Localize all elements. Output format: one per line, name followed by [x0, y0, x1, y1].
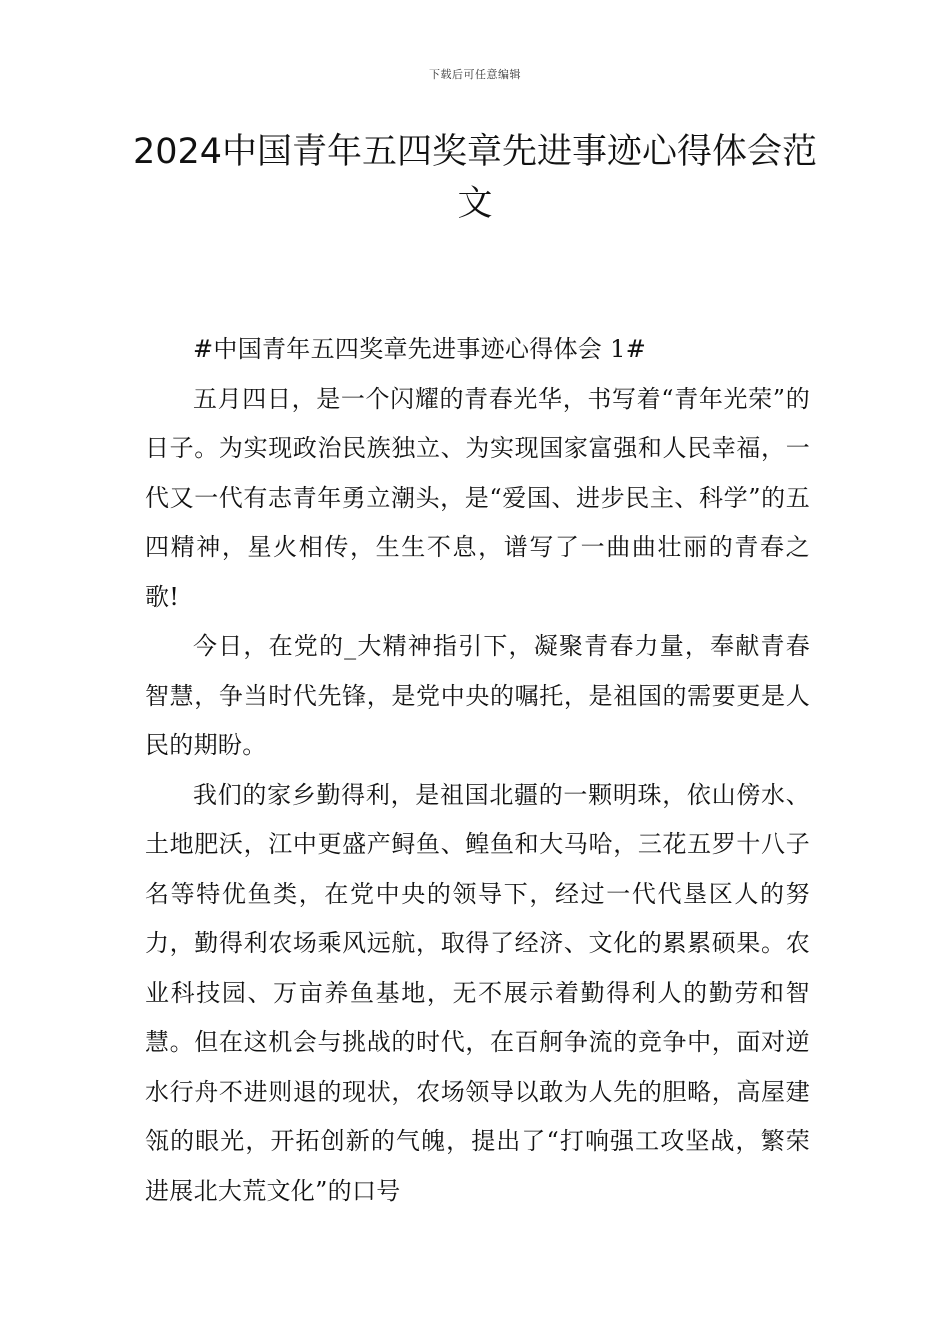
paragraph-3: 我们的家乡勤得利，是祖国北疆的一颗明珠，依山傍水、土地肥沃，江中更盛产鲟鱼、鳇鱼和大马哈，三花五罗十八子名等特优鱼类，在党中央的领导下，经过一代代垦区人的努力，勤得利农场乘风远航，取得了经济、文化的累累硕果。农业科技园、万亩养鱼基地，无不展示着勤得利人的勤劳和智慧。但在这机会与挑战的时代，在百舸争流的竞争中，面对逆水行舟不进则退的现状，农场领导以敢为人先的胆略，高屋建瓴的眼光，开拓创新的气魄，提出了“打响强工攻坚战，繁荣进展北大荒文化”的口号	[145, 780, 810, 1205]
document-body	[145, 325, 810, 1216]
paragraph-1: 五月四日，是一个闪耀的青春光华，书写着“青年光荣”的日子。为实现政治民族独立、为实现国家富强和人民幸福，一代又一代有志青年勇立潮头，是“爱国、进步民主、科学”的五四精神，星火相传，生生不息，谱写了一曲曲壮丽的青春之歌!	[145, 384, 810, 611]
paragraph-2: 今日，在党的_大精神指引下，凝聚青春力量，奉献青春智慧，争当时代先锋，是党中央的嘱托，是祖国的需要更是人民的期盼。	[145, 632, 810, 759]
section-heading: #中国青年五四奖章先进事迹心得体会 1#	[193, 335, 647, 363]
document-title: 2024中国青年五四奖章先进事迹心得体会范文	[132, 132, 818, 224]
header-note: 下载后可任意编辑	[429, 68, 521, 81]
